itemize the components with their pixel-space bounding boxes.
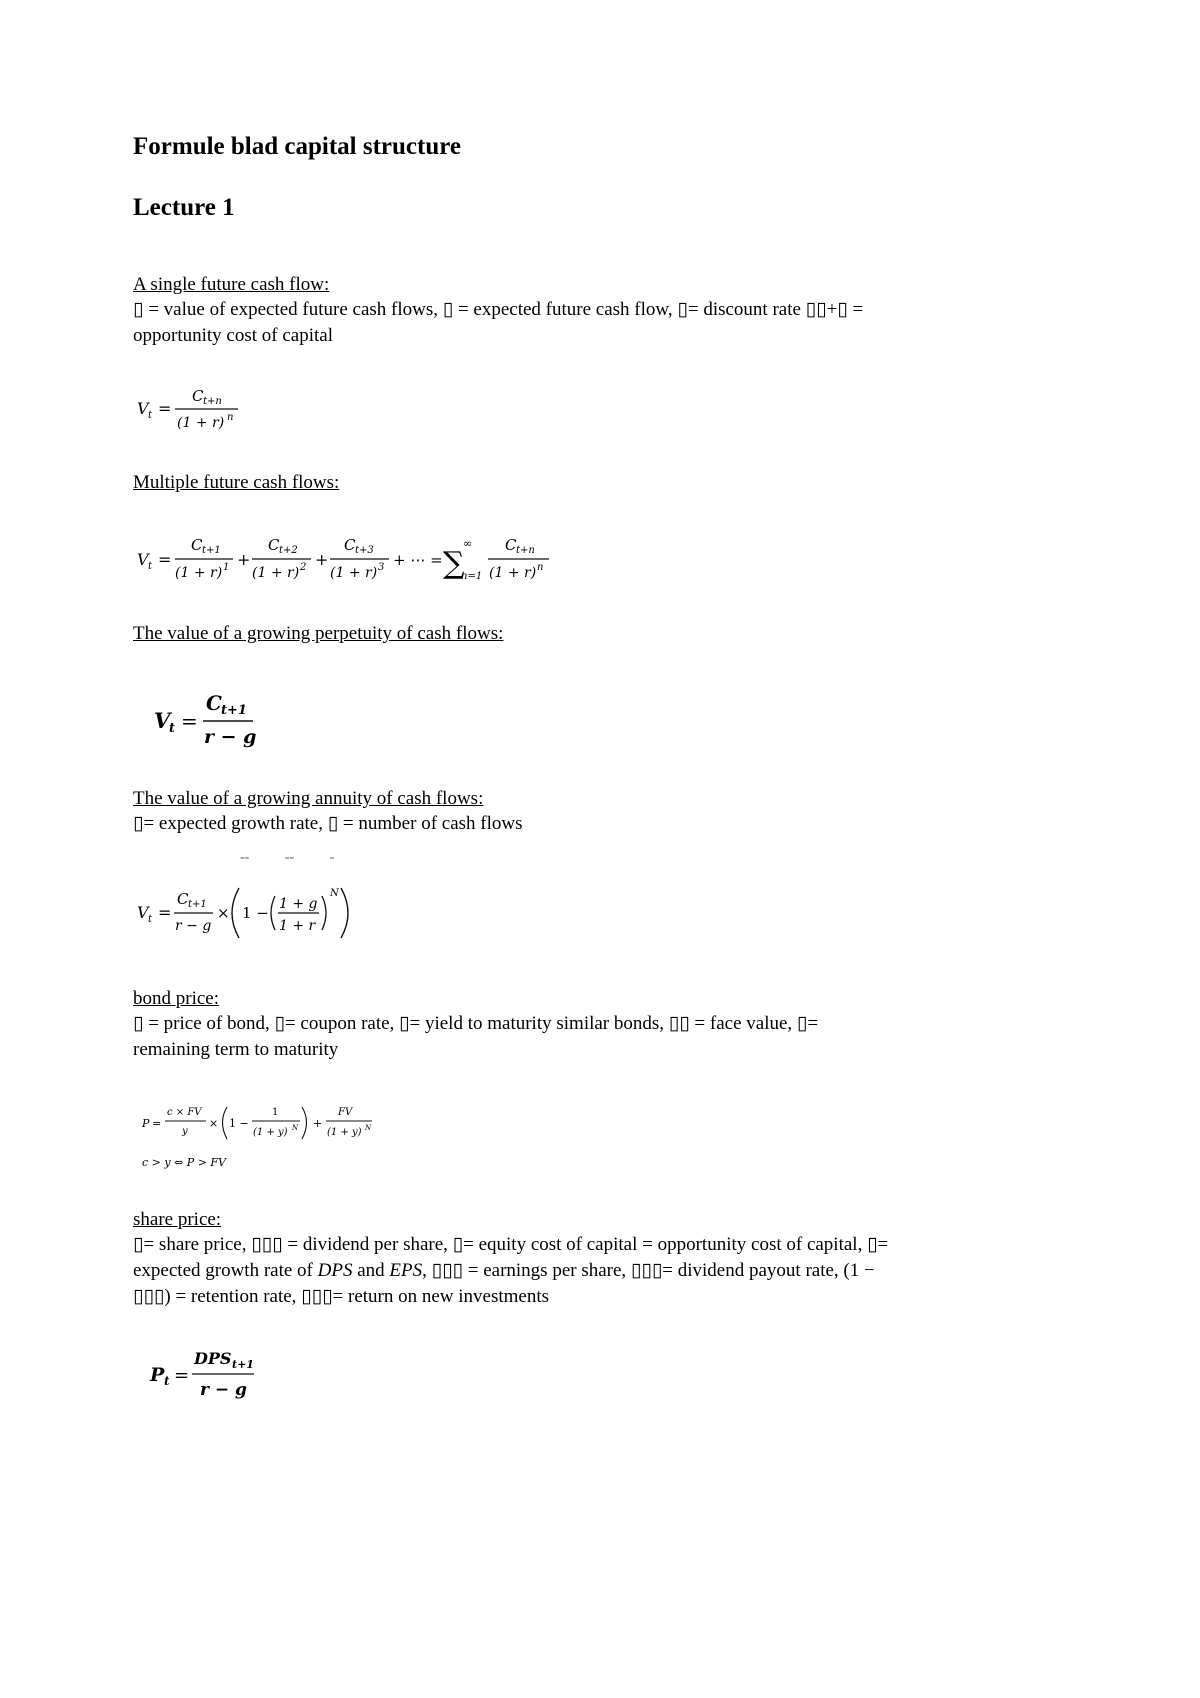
svg-text:t+1: t+1 — [188, 899, 207, 910]
share-price-definitions — [133, 1232, 1093, 1310]
svg-text:=: = — [152, 1117, 162, 1130]
svg-text:C: C — [177, 890, 189, 908]
svg-text:N: N — [365, 1124, 372, 1132]
svg-text:r − g: r − g — [200, 1380, 247, 1400]
svg-text:t+1: t+1 — [202, 545, 221, 556]
bond-price-definitions — [133, 1011, 1073, 1063]
svg-text:=: = — [158, 550, 172, 569]
svg-text:r − g: r − g — [204, 726, 257, 748]
svg-text:1 + r: 1 + r — [279, 918, 316, 934]
svg-text:t+3: t+3 — [355, 545, 374, 556]
definition-line: ▯= share price, ▯▯▯ = dividend per share, ▯= equity cost of capital = opportunity cost of capital, ▯= — [133, 1234, 889, 1255]
svg-text:t+2: t+2 — [279, 545, 298, 556]
svg-text:C: C — [191, 536, 203, 554]
svg-text:P: P — [142, 1117, 150, 1130]
formula-share-price — [148, 1345, 268, 1401]
formula-growing-annuity — [135, 880, 365, 944]
svg-text:=: = — [181, 709, 198, 733]
svg-text:∞: ∞ — [463, 537, 473, 550]
single-cash-flow-definitions — [133, 297, 1073, 349]
share-price-heading: share price: — [133, 1209, 222, 1230]
growing-perpetuity-heading: The value of a growing perpetuity of cash flows: — [133, 623, 504, 644]
formula-bond-price — [140, 1100, 390, 1146]
svg-text:=: = — [174, 1365, 190, 1386]
formula-multiple-cash-flows — [135, 533, 565, 585]
svg-text:1: 1 — [223, 562, 230, 573]
svg-text:1 −: 1 − — [229, 1117, 249, 1130]
svg-text:1 −: 1 − — [242, 904, 269, 922]
svg-text:t+1: t+1 — [232, 1358, 254, 1371]
svg-text:1 + g: 1 + g — [279, 896, 318, 912]
lecture-heading: Lecture 1 — [133, 194, 235, 221]
svg-text:2: 2 — [300, 562, 307, 573]
svg-text:C: C — [344, 536, 356, 554]
svg-text:×: × — [217, 904, 230, 922]
svg-text:V: V — [154, 708, 171, 733]
svg-text:(1 + r): (1 + r) — [177, 415, 225, 431]
formula-single-cash-flow — [135, 384, 245, 434]
svg-text:(1 + r): (1 + r) — [330, 565, 378, 581]
svg-text:∑: ∑ — [443, 546, 465, 581]
svg-text:(1 + r): (1 + r) — [489, 565, 537, 581]
definition-line: expected growth rate of DPS and EPS, ▯▯▯ = earnings per share, ▯▯▯= dividend payout rate, (1 − — [133, 1260, 875, 1281]
growing-annuity-heading: The value of a growing annuity of cash flows: — [133, 788, 484, 809]
svg-text:t+n: t+n — [516, 545, 535, 556]
svg-text:n: n — [227, 412, 234, 423]
svg-text:C: C — [268, 536, 280, 554]
svg-text:C: C — [505, 536, 517, 554]
svg-text:V: V — [137, 550, 149, 569]
svg-text:(1 + r): (1 + r) — [252, 565, 300, 581]
svg-text:t+n: t+n — [203, 396, 222, 407]
formula-bond-relation — [140, 1150, 270, 1172]
svg-text:t: t — [164, 1374, 170, 1388]
svg-text:=: = — [158, 399, 172, 418]
stray-marks: -- -- - — [240, 850, 335, 865]
definition-line: ▯▯▯) = retention rate, ▯▯▯= return on new investments — [133, 1286, 550, 1307]
svg-text:V: V — [137, 903, 149, 922]
svg-text:(1 + y): (1 + y) — [253, 1127, 288, 1138]
svg-text:C: C — [192, 387, 204, 405]
svg-text:c > y ⇔ P > FV: c > y ⇔ P > FV — [142, 1156, 226, 1169]
svg-text:P: P — [150, 1364, 165, 1386]
svg-text:+: + — [237, 550, 251, 569]
bond-price-heading: bond price: — [133, 988, 220, 1009]
svg-text:t: t — [148, 914, 153, 925]
svg-text:c × FV: c × FV — [167, 1107, 202, 1118]
svg-text:t: t — [148, 561, 153, 572]
svg-text:r − g: r − g — [175, 918, 212, 934]
svg-text:+: + — [315, 550, 329, 569]
svg-text:+: + — [313, 1117, 323, 1130]
svg-text:1: 1 — [272, 1107, 279, 1118]
svg-text:n: n — [537, 562, 544, 573]
svg-text:C: C — [206, 691, 222, 715]
svg-text:3: 3 — [378, 562, 385, 573]
svg-text:t+1: t+1 — [221, 703, 247, 718]
svg-text:=: = — [158, 903, 172, 922]
formula-growing-perpetuity — [150, 690, 260, 752]
growing-annuity-definitions — [133, 811, 1033, 837]
svg-text:(1 + r): (1 + r) — [175, 565, 223, 581]
svg-text:y: y — [182, 1126, 188, 1137]
definition-line: opportunity cost of capital — [133, 325, 333, 346]
svg-text:×: × — [209, 1117, 219, 1130]
definition-line: ▯ = value of expected future cash flows, ▯ = expected future cash flow, ▯= discount rate ▯▯+▯ = — [133, 299, 864, 320]
document-title: Formule blad capital structure — [133, 133, 461, 160]
svg-text:N: N — [330, 888, 339, 899]
svg-text:N: N — [292, 1124, 299, 1132]
definition-line: ▯ = price of bond, ▯= coupon rate, ▯= yield to maturity similar bonds, ▯▯ = face value, ▯= — [133, 1013, 819, 1034]
multiple-cash-flows-heading: Multiple future cash flows: — [133, 472, 340, 493]
svg-text:V: V — [137, 399, 149, 418]
definition-line: remaining term to maturity — [133, 1039, 339, 1060]
svg-text:n=1: n=1 — [461, 571, 483, 582]
svg-text:FV: FV — [338, 1107, 353, 1118]
svg-text:+ ⋯ =: + ⋯ = — [393, 551, 443, 569]
svg-text:DPS: DPS — [194, 1349, 232, 1368]
definition-line: ▯= expected growth rate, ▯ = number of cash flows — [133, 813, 523, 834]
svg-text:t: t — [148, 410, 153, 421]
svg-text:(1 + y): (1 + y) — [327, 1127, 362, 1138]
svg-text:t: t — [169, 721, 176, 736]
single-cash-flow-heading: A single future cash flow: — [133, 274, 330, 295]
